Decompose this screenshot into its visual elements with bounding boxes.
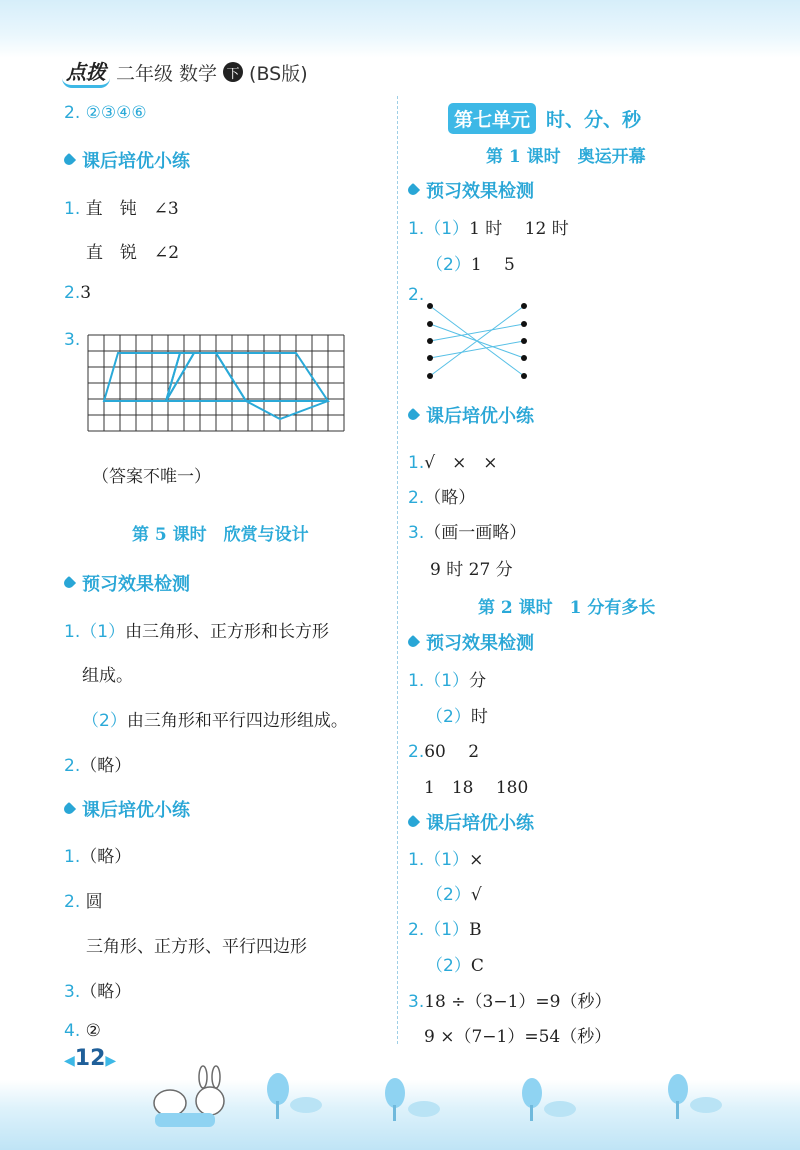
heart-bullet-icon [406, 408, 420, 422]
answer-line: 1.√ × × [408, 453, 498, 473]
answer-line: 1.（1）× [408, 850, 484, 870]
answer-line: 3.（略） [64, 982, 132, 1002]
answer-line: 2.60 2 [408, 742, 480, 762]
matching-lines-figure [424, 300, 534, 390]
heart-bullet-icon [406, 183, 420, 197]
match-dot [427, 373, 433, 379]
answer-line: 3.（画一画略） [408, 523, 527, 543]
answer-line: （2）时 [426, 707, 488, 727]
heart-bullet-icon [406, 815, 420, 829]
volume-badge: 下 [223, 62, 243, 82]
answer-line: 3. [64, 330, 81, 350]
answer-line [64, 103, 147, 123]
heart-bullet-icon [62, 802, 76, 816]
page-number: ◀12▶ [64, 1046, 117, 1071]
answer-line: （2）√ [426, 885, 482, 905]
answer-line: 9 时 27 分 [430, 560, 513, 580]
answer-line: 1.（1）1 时 12 时 [408, 219, 569, 239]
answer-line: 1.（1）由三角形、正方形和长方形 [64, 622, 330, 642]
match-dot [427, 321, 433, 327]
section-heading: 预习效果检测 [64, 570, 190, 596]
top-decoration-band [0, 0, 800, 58]
triangle-shape-2 [246, 401, 328, 419]
answer-line: 2.（略） [64, 756, 132, 776]
answer-line: 1.（略） [64, 847, 132, 867]
large-parallelogram-shape [216, 353, 328, 401]
lesson-title: 第 5 课时 欣赏与设计 [132, 525, 309, 545]
match-dot [427, 338, 433, 344]
page-header [62, 58, 308, 86]
answer-line: 2.（略） [408, 488, 476, 508]
section-heading: 课后培优小练 [408, 809, 534, 835]
answer-line: 2.3 [64, 283, 92, 303]
section-heading: 预习效果检测 [408, 177, 534, 203]
answer-line: 4. ② [64, 1021, 101, 1041]
match-dot [521, 321, 527, 327]
match-dot [427, 303, 433, 309]
answer-line: （2）C [426, 956, 484, 976]
left-triangle-icon: ◀ [64, 1053, 75, 1069]
answer-line: 直 锐 ∠2 [86, 243, 180, 263]
right-triangle-icon: ▶ [105, 1053, 117, 1069]
section-heading: 课后培优小练 [64, 147, 190, 173]
section-heading: 预习效果检测 [408, 629, 534, 655]
bush-icon [290, 1097, 722, 1117]
answer-line: 三角形、正方形、平行四边形 [86, 937, 307, 957]
answer-line: （2）1 5 [426, 255, 515, 275]
answer-line: 9 ×（7−1）=54（秒） [424, 1027, 612, 1047]
answer-line: （2）由三角形和平行四边形组成。 [82, 711, 348, 731]
edition-label: (BS版) [249, 62, 308, 85]
section-heading: 课后培优小练 [64, 796, 190, 822]
section-heading: 课后培优小练 [408, 402, 534, 428]
match-dot [521, 373, 527, 379]
match-dot [521, 303, 527, 309]
match-dot [521, 338, 527, 344]
answer-line: 组成。 [82, 666, 133, 686]
match-dot [521, 355, 527, 361]
grade-label: 二年级 [116, 62, 174, 85]
unit-title: 第七单元 时、分、秒 [448, 103, 641, 134]
brand-logo: 点拨 [62, 56, 110, 88]
answer-line: 2. [408, 285, 425, 305]
answer-line: 2. 圆 [64, 892, 103, 912]
lesson-title: 第 1 课时 奥运开幕 [486, 147, 646, 167]
match-dot [427, 355, 433, 361]
column-divider [397, 96, 398, 1044]
answer-line: 1 18 180 [424, 778, 529, 798]
heart-bullet-icon [62, 153, 76, 167]
answer-text: 2. ②③④⑥ [64, 103, 147, 123]
shape-grid-figure [86, 333, 346, 437]
subject-label: 数学 [179, 62, 218, 85]
answer-line: 1. 直 钝 ∠3 [64, 199, 179, 219]
heart-bullet-icon [62, 576, 76, 590]
note-text: （答案不唯一） [92, 467, 211, 487]
heart-bullet-icon [406, 635, 420, 649]
unit-badge: 第七单元 [448, 103, 536, 134]
tree-icon [267, 1073, 688, 1121]
answer-line: 1.（1）分 [408, 671, 487, 691]
lesson-title: 第 2 课时 1 分有多长 [478, 598, 656, 618]
bunny-characters-icon [154, 1066, 224, 1127]
answer-line: 2.（1）B [408, 920, 482, 940]
footer-illustration [0, 1065, 800, 1145]
answer-line: 3.18 ÷（3−1）=9（秒） [408, 992, 612, 1012]
